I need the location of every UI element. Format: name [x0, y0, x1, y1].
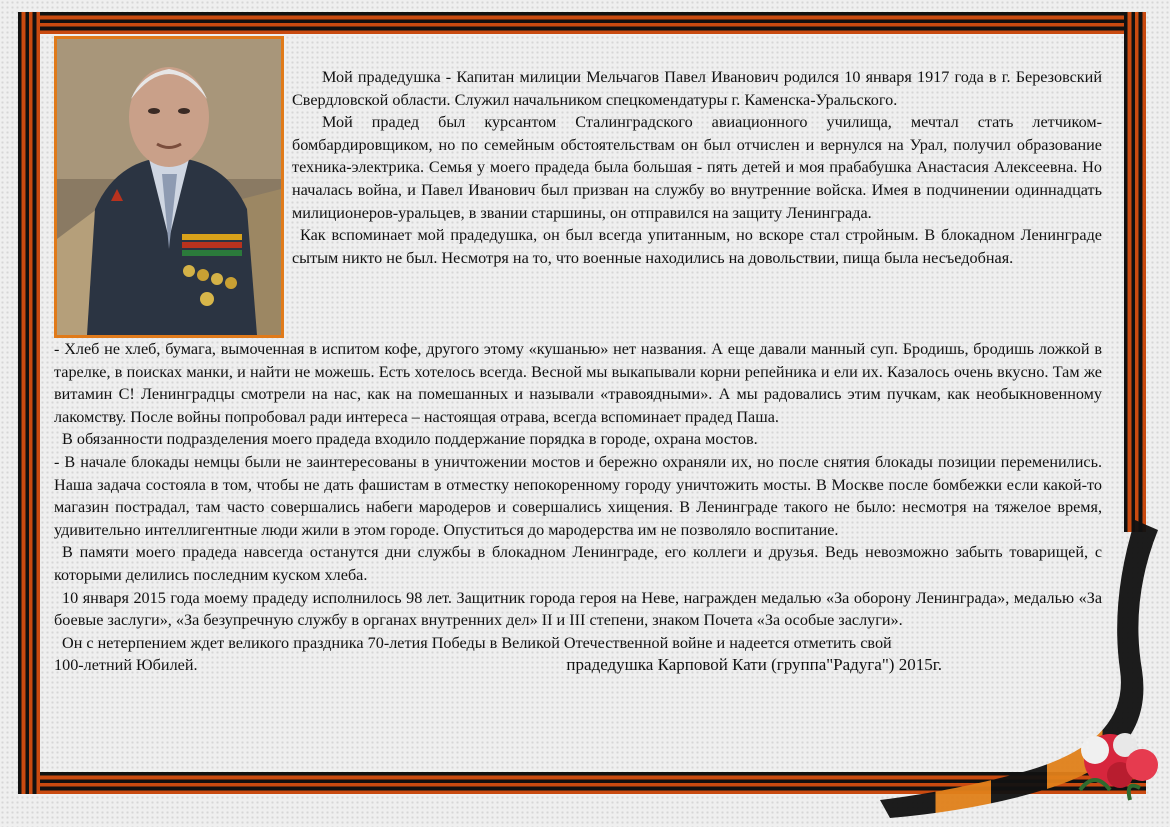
paragraph: - Хлеб не хлеб, бумага, вымоченная в испитом кофе, другого этому «кушанью» нет названия. А еще давали манный суп. Бродишь, бродишь ложкой в тарелке, в поисках манки, и найти не можешь. Есть хотелось всегда. Весной мы выкапывали корни репейника и ели их. Казалось очень вкусно. Там же витамин С! Ленинградцы смотрели на нас, как на помешанных и называли «травоядными». А мы радовались этим пучкам, как необыкновенному лакомству. После войны попробовал ради интереса – настоящая отрава, всегда вспоминает прадед Паша. [54, 340, 1102, 426]
story-intro [292, 66, 1102, 269]
ribbon-frame-top [18, 12, 1146, 34]
paragraph: Мой прадед был курсантом Сталинградского авиационного училища, мечтал стать летчиком-бомбардировщиком, но по семейным обстоятельствам он был отчислен и вернулся на Урал, получил образование техника-электрика. Семья у моего прадеда была большая - пять детей и моя прабабушка Анастасия Алексеевна. Но началась война, и Павел Иванович был призван на службу во внутренние войска. Имея в подчинении одиннадцать милиционеров-уральцев, в звании старшины, он отправился на защиту Ленинграда. [292, 113, 1102, 222]
signature: прадедушка Карповой Кати (группа"Радуга") 2015г. [566, 655, 942, 675]
paragraph: В памяти моего прадеда навсегда останутся дни службы в блокадном Ленинграде, его коллеги и друзья. Ведь невозможно забыть товарищей, с которыми делились последним куском хлеба. [54, 543, 1102, 584]
paragraph: 10 января 2015 года моему прадеду исполнилось 98 лет. Защитник города героя на Неве, награжден медалью «За оборону Ленинграда», медалью «За боевые заслуги», «За безупречную службу в органах внутренних дел» II и III степени, знаком Почета «За особые заслуги». [54, 588, 1102, 630]
paragraph: Как вспоминает мой прадедушка, он был всегда упитанным, но вскоре стал стройным. В блокадном Ленинграде сытым никто не был. Несмотря на то, что военные находились на довольствии, пища была несъедобная. [292, 226, 1102, 267]
paragraph: Он с нетерпением ждет великого праздника 70-летия Победы в Великой Отечественной войне и надеется отметить свой [62, 633, 892, 652]
ribbon-frame-right [1124, 12, 1146, 532]
paragraph: Мой прадедушка - Капитан милиции Мельчагов Павел Иванович родился 10 января 1917 года в г. Березовский Свердловской области. Служил начальником спецкомендатуры г. Каменска-Уральского. [292, 68, 1102, 109]
veteran-photo [54, 36, 284, 338]
ribbon-frame-left [18, 12, 40, 794]
veteran-portrait-image [57, 39, 281, 335]
paragraph: В обязанности подразделения моего прадеда входило поддержание порядка в городе, охрана мостов. [62, 430, 758, 449]
ribbon-carnation-decoration [880, 520, 1170, 827]
closing-text: 100-летний Юбилей. [54, 656, 198, 675]
paragraph: - В начале блокады немцы были не заинтересованы в уничтожении мостов и бережно охраняли их, но после снятия блокады позиции переменились. Наша задача состояла в том, чтобы не дать фашистам в отместку непокоренному городу уничтожить мосты. В Москве после бомбежки если какой-то магазин пострадал, там часто совершались набеги мародеров и совершались хищения. В Ленинграде такого не было: несмотря на тяжелое время, удивительно интеллигентные люди жили в этом городе. Опуститься до мародерства им не позволяло воспитание. [54, 452, 1102, 539]
